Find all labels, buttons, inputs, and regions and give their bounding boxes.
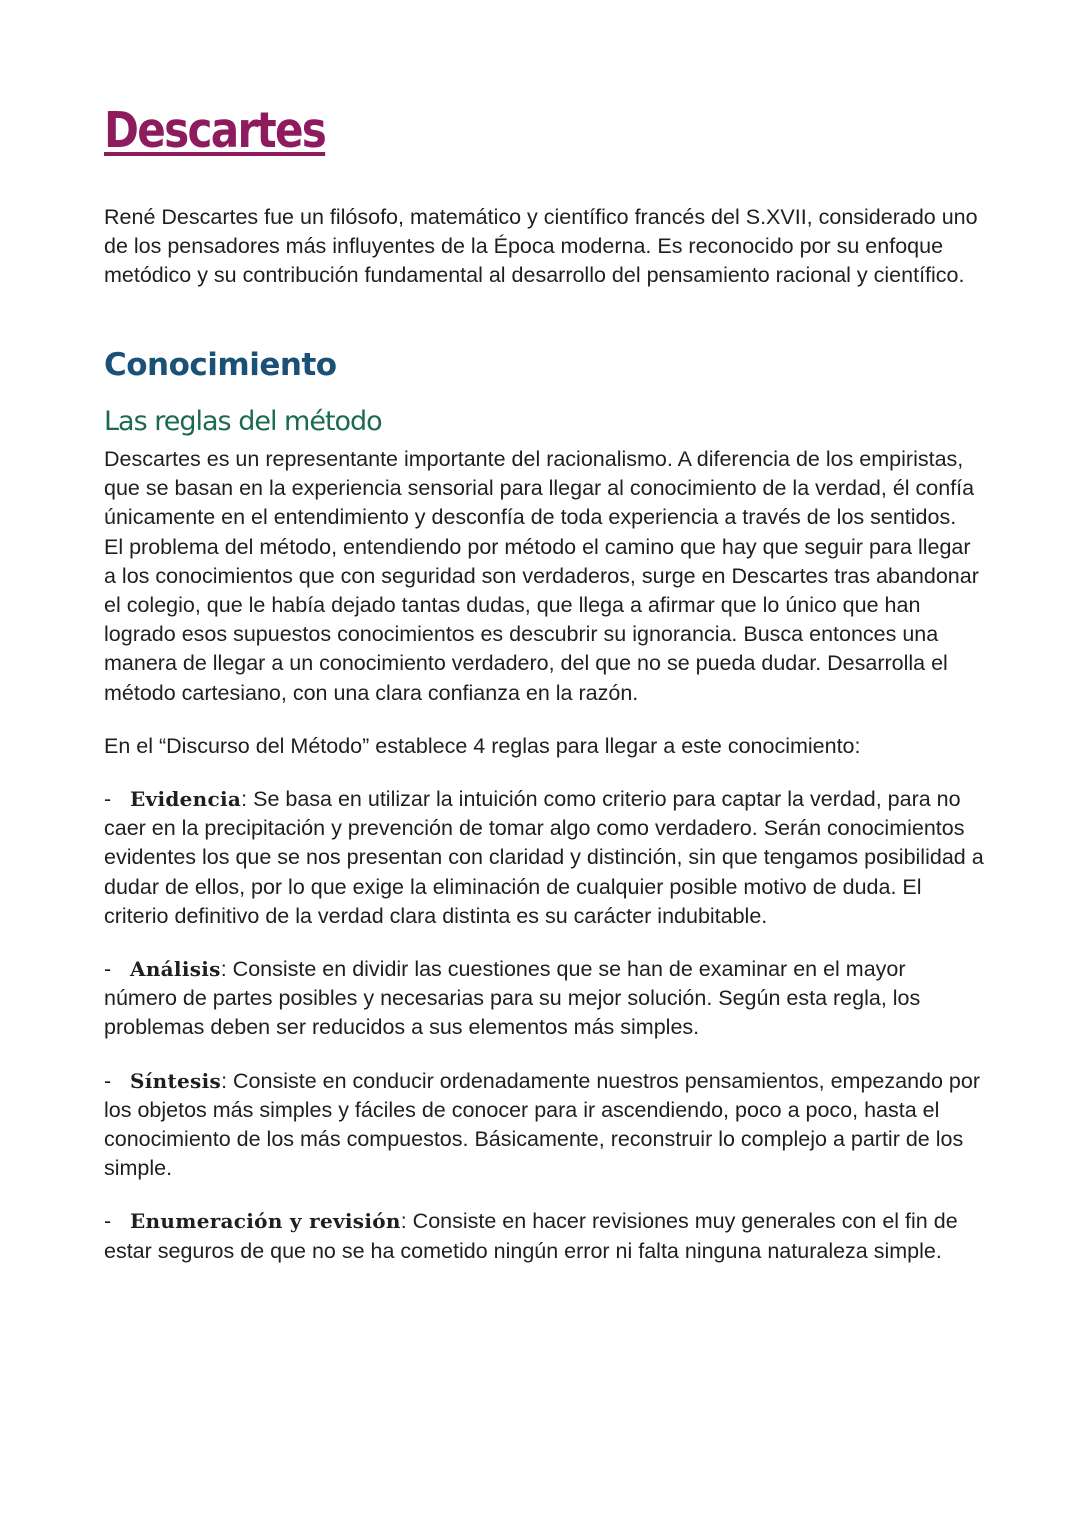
section-body <box>104 445 984 1266</box>
rule-description: : Se basa en utilizar la intuición como criterio para captar la verdad, para no caer en la precipitación y prevención de tomar algo como verdadero. Serán conocimientos evidentes los que se nos presentan con claridad y distinción, sin que tengamos posibilidad a dudar de ellos, por lo que exige la eliminación de cualquier posible motivo de duda. El criterio definitivo de la verdad clara distinta es su carácter indubitable. <box>104 787 984 928</box>
rule-analisis <box>104 955 984 1043</box>
rule-description: : Consiste en conducir ordenadamente nuestros pensamientos, empezando por los objetos más simples y fáciles de conocer para ir ascendiendo, poco a poco, hasta el conocimiento de los más compuestos. Básicamente, reconstruir lo complejo a partir de los simple. <box>104 1068 980 1181</box>
page-title: Descartes <box>104 102 326 159</box>
rule-term: Evidencia <box>130 787 242 812</box>
rule-dash: - <box>104 1209 112 1234</box>
rule-dash: - <box>104 1068 112 1093</box>
rule-term: Síntesis <box>130 1068 222 1093</box>
intro-paragraph: René Descartes fue un filósofo, matemático y científico francés del S.XVII, considerado uno de los pensadores más influyentes de la Época moderna. Es reconocido por su enfoque metódico y su contribución fundamental al desarrollo del pensamiento racional y científico. <box>104 205 978 288</box>
paragraph-problema-metodo: El problema del método, entendiendo por método el camino que hay que seguir para llegar a los conocimientos que con seguridad son verdaderos, surge en Descartes tras abandonar el colegio, que le había dejado tantas dudas, que llega a afirmar que lo único que han logrado esos supuestos conocimientos es descubrir su ignorancia. Busca entonces una manera de llegar a un conocimiento verdadero, del que no se pueda dudar. Desarrolla el método cartesiano, con una clara confianza en la razón. <box>104 534 979 705</box>
rule-enumeracion <box>104 1207 984 1265</box>
rule-evidencia <box>104 785 984 931</box>
rule-dash: - <box>104 787 112 812</box>
spacer <box>104 1043 984 1067</box>
spacer <box>104 931 984 955</box>
rule-dash: - <box>104 957 112 982</box>
rule-description: : Consiste en hacer revisiones muy generales con el fin de estar seguros de que no se ha cometido ningún error ni falta ninguna naturaleza simple. <box>104 1209 958 1263</box>
spacer <box>104 761 984 785</box>
rules-intro: En el “Discurso del Método” establece 4 reglas para llegar a este conocimiento: <box>104 733 861 758</box>
rule-sintesis <box>104 1067 984 1184</box>
section-heading: Conocimiento <box>104 347 337 383</box>
spacer <box>104 1183 984 1207</box>
spacer <box>104 708 984 732</box>
rule-term: Análisis <box>130 957 221 982</box>
rule-description: : Consiste en dividir las cuestiones que se han de examinar en el mayor número de partes posibles y necesarias para su mejor solución. Según esta regla, los problemas deben ser reducidos a sus elementos más simples. <box>104 957 921 1040</box>
rule-term: Enumeración y revisión <box>130 1209 401 1234</box>
paragraph-racionalismo: Descartes es un representante importante del racionalismo. A diferencia de los empiristas, que se basan en la experiencia sensorial para llegar al conocimiento de la verdad, él confía únicamente en el entendimiento y desconfía de toda experiencia a través de los sentidos. <box>104 447 975 530</box>
section-subheading: Las reglas del método <box>104 406 382 437</box>
